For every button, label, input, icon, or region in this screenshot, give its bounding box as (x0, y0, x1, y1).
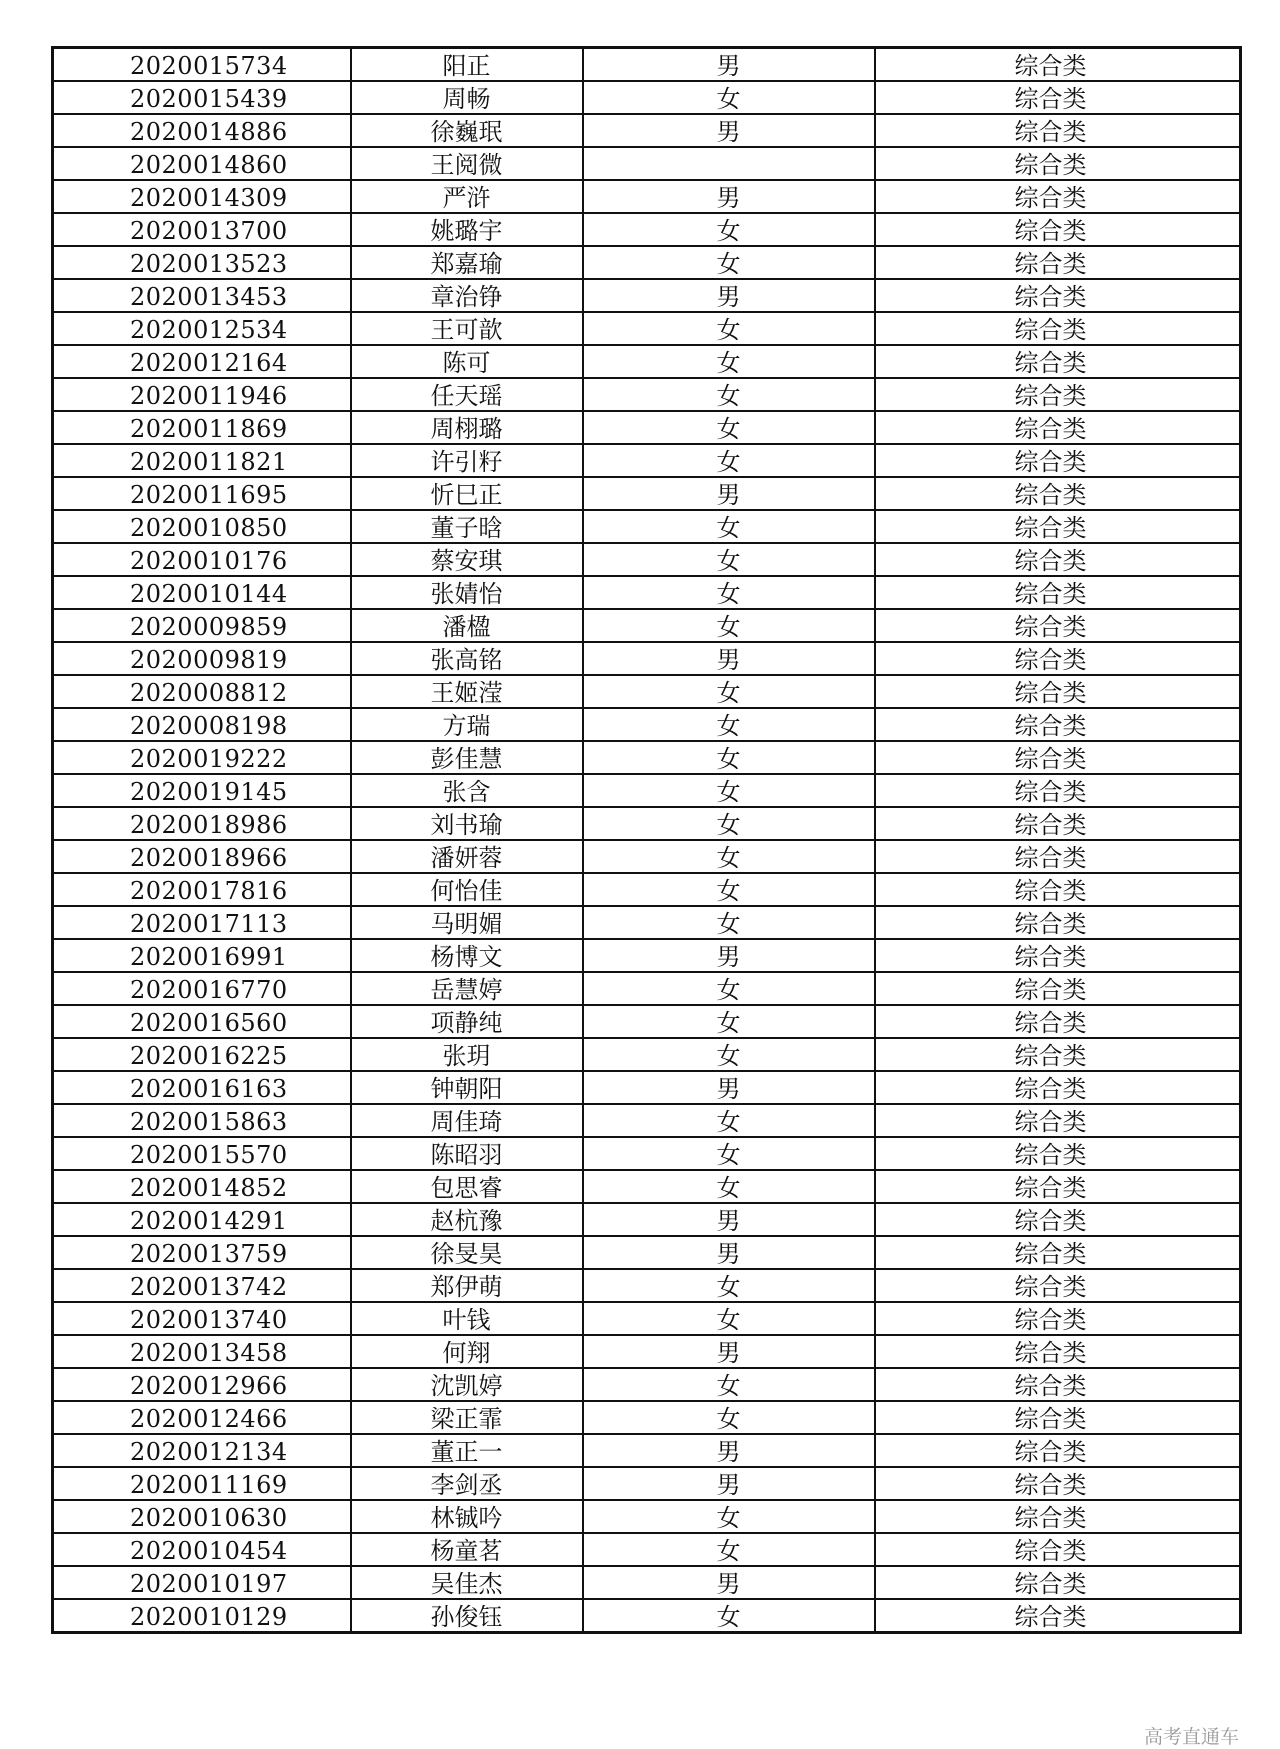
student-name-cell: 孙俊钰 (351, 1599, 583, 1633)
table-row (53, 939, 1241, 972)
category-cell: 综合类 (875, 1401, 1241, 1434)
table-row (53, 543, 1241, 576)
table-row (53, 1566, 1241, 1599)
table-row (53, 1368, 1241, 1401)
student-id-cell: 2020016225 (53, 1038, 351, 1071)
table-row (53, 213, 1241, 246)
gender-cell: 女 (583, 1401, 875, 1434)
student-id-cell: 2020012466 (53, 1401, 351, 1434)
category-cell: 综合类 (875, 873, 1241, 906)
table-row (53, 972, 1241, 1005)
student-id-cell: 2020016163 (53, 1071, 351, 1104)
gender-cell: 女 (583, 1533, 875, 1566)
category-cell: 综合类 (875, 576, 1241, 609)
category-cell: 综合类 (875, 972, 1241, 1005)
gender-cell: 女 (583, 213, 875, 246)
table-row (53, 1203, 1241, 1236)
student-id-cell: 2020019222 (53, 741, 351, 774)
student-name-cell: 杨博文 (351, 939, 583, 972)
student-name-cell: 刘书瑜 (351, 807, 583, 840)
gender-cell: 女 (583, 510, 875, 543)
student-name-cell: 董正一 (351, 1434, 583, 1467)
table-row (53, 312, 1241, 345)
table-row (53, 708, 1241, 741)
category-cell: 综合类 (875, 1170, 1241, 1203)
student-id-cell: 2020015734 (53, 48, 351, 82)
student-name-cell: 王阅微 (351, 147, 583, 180)
student-name-cell: 徐巍珉 (351, 114, 583, 147)
student-id-cell: 2020015570 (53, 1137, 351, 1170)
student-name-cell: 陈可 (351, 345, 583, 378)
gender-cell: 男 (583, 279, 875, 312)
student-name-cell: 吴佳杰 (351, 1566, 583, 1599)
table-row (53, 1302, 1241, 1335)
student-name-cell: 董子晗 (351, 510, 583, 543)
student-id-cell: 2020012164 (53, 345, 351, 378)
student-id-cell: 2020017113 (53, 906, 351, 939)
student-id-cell: 2020010197 (53, 1566, 351, 1599)
student-name-cell: 许引籽 (351, 444, 583, 477)
category-cell: 综合类 (875, 1005, 1241, 1038)
category-cell: 综合类 (875, 279, 1241, 312)
gender-cell: 女 (583, 1599, 875, 1633)
table-row (53, 1104, 1241, 1137)
category-cell: 综合类 (875, 1566, 1241, 1599)
student-id-cell: 2020009859 (53, 609, 351, 642)
student-name-cell: 彭佳慧 (351, 741, 583, 774)
category-cell: 综合类 (875, 114, 1241, 147)
category-cell: 综合类 (875, 1137, 1241, 1170)
student-name-cell: 郑伊萌 (351, 1269, 583, 1302)
table-row (53, 444, 1241, 477)
student-id-cell: 2020013523 (53, 246, 351, 279)
student-name-cell: 王可歆 (351, 312, 583, 345)
student-name-cell: 林铖吟 (351, 1500, 583, 1533)
student-name-cell: 潘妍蓉 (351, 840, 583, 873)
gender-cell: 女 (583, 1170, 875, 1203)
student-id-cell: 2020016991 (53, 939, 351, 972)
gender-cell: 女 (583, 807, 875, 840)
student-id-cell: 2020012966 (53, 1368, 351, 1401)
category-cell: 综合类 (875, 477, 1241, 510)
category-cell: 综合类 (875, 609, 1241, 642)
table-row (53, 906, 1241, 939)
table-row (53, 147, 1241, 180)
gender-cell: 女 (583, 1104, 875, 1137)
student-id-cell: 2020013458 (53, 1335, 351, 1368)
student-id-cell: 2020013759 (53, 1236, 351, 1269)
gender-cell: 女 (583, 906, 875, 939)
gender-cell: 男 (583, 1467, 875, 1500)
gender-cell: 女 (583, 774, 875, 807)
table-row (53, 510, 1241, 543)
category-cell: 综合类 (875, 1335, 1241, 1368)
student-name-cell: 潘楹 (351, 609, 583, 642)
student-name-cell: 包思睿 (351, 1170, 583, 1203)
student-list-table (51, 46, 1242, 1634)
gender-cell: 女 (583, 1302, 875, 1335)
category-cell: 综合类 (875, 213, 1241, 246)
table-row (53, 741, 1241, 774)
student-name-cell: 钟朝阳 (351, 1071, 583, 1104)
student-id-cell: 2020018986 (53, 807, 351, 840)
category-cell: 综合类 (875, 543, 1241, 576)
category-cell: 综合类 (875, 312, 1241, 345)
table-row (53, 246, 1241, 279)
gender-cell: 男 (583, 1236, 875, 1269)
student-id-cell: 2020015863 (53, 1104, 351, 1137)
student-name-cell: 周畅 (351, 81, 583, 114)
student-id-cell: 2020011695 (53, 477, 351, 510)
gender-cell: 男 (583, 1566, 875, 1599)
student-name-cell: 王姬滢 (351, 675, 583, 708)
category-cell: 综合类 (875, 1533, 1241, 1566)
gender-cell: 女 (583, 576, 875, 609)
category-cell: 综合类 (875, 411, 1241, 444)
student-name-cell: 蔡安琪 (351, 543, 583, 576)
table-row (53, 180, 1241, 213)
category-cell: 综合类 (875, 510, 1241, 543)
gender-cell: 女 (583, 378, 875, 411)
gender-cell: 女 (583, 1038, 875, 1071)
table-row (53, 1500, 1241, 1533)
gender-cell: 女 (583, 1137, 875, 1170)
category-cell: 综合类 (875, 807, 1241, 840)
student-id-cell: 2020011946 (53, 378, 351, 411)
student-id-cell: 2020019145 (53, 774, 351, 807)
student-id-cell: 2020011169 (53, 1467, 351, 1500)
category-cell: 综合类 (875, 1599, 1241, 1633)
gender-cell: 女 (583, 1368, 875, 1401)
student-name-cell: 何怡佳 (351, 873, 583, 906)
gender-cell: 女 (583, 1005, 875, 1038)
student-name-cell: 任天瑶 (351, 378, 583, 411)
student-id-cell: 2020008812 (53, 675, 351, 708)
gender-cell: 女 (583, 543, 875, 576)
gender-cell: 女 (583, 81, 875, 114)
student-name-cell: 沈凯婷 (351, 1368, 583, 1401)
student-name-cell: 何翔 (351, 1335, 583, 1368)
student-id-cell: 2020018966 (53, 840, 351, 873)
student-name-cell: 马明媚 (351, 906, 583, 939)
student-id-cell: 2020008198 (53, 708, 351, 741)
student-id-cell: 2020014309 (53, 180, 351, 213)
gender-cell: 男 (583, 1071, 875, 1104)
category-cell: 综合类 (875, 444, 1241, 477)
gender-cell: 女 (583, 675, 875, 708)
table-row (53, 411, 1241, 444)
category-cell: 综合类 (875, 1500, 1241, 1533)
student-name-cell: 章治铮 (351, 279, 583, 312)
category-cell: 综合类 (875, 642, 1241, 675)
student-id-cell: 2020010144 (53, 576, 351, 609)
student-id-cell: 2020010454 (53, 1533, 351, 1566)
category-cell: 综合类 (875, 1434, 1241, 1467)
gender-cell: 女 (583, 609, 875, 642)
category-cell: 综合类 (875, 906, 1241, 939)
category-cell: 综合类 (875, 1203, 1241, 1236)
gender-cell (583, 147, 875, 180)
student-id-cell: 2020015439 (53, 81, 351, 114)
table-row (53, 1071, 1241, 1104)
table-row (53, 1401, 1241, 1434)
student-name-cell: 杨童茗 (351, 1533, 583, 1566)
student-name-cell: 张玥 (351, 1038, 583, 1071)
student-id-cell: 2020013453 (53, 279, 351, 312)
student-id-cell: 2020017816 (53, 873, 351, 906)
student-name-cell: 张含 (351, 774, 583, 807)
student-id-cell: 2020009819 (53, 642, 351, 675)
gender-cell: 女 (583, 312, 875, 345)
gender-cell: 女 (583, 345, 875, 378)
table-row (53, 1335, 1241, 1368)
table-row (53, 675, 1241, 708)
student-name-cell: 严浒 (351, 180, 583, 213)
student-id-cell: 2020010176 (53, 543, 351, 576)
student-name-cell: 周佳琦 (351, 1104, 583, 1137)
table-row (53, 1599, 1241, 1633)
category-cell: 综合类 (875, 246, 1241, 279)
gender-cell: 女 (583, 708, 875, 741)
category-cell: 综合类 (875, 774, 1241, 807)
table-row (53, 1434, 1241, 1467)
gender-cell: 女 (583, 1269, 875, 1302)
table-row (53, 1137, 1241, 1170)
category-cell: 综合类 (875, 1467, 1241, 1500)
table-row (53, 642, 1241, 675)
gender-cell: 男 (583, 642, 875, 675)
category-cell: 综合类 (875, 1038, 1241, 1071)
category-cell: 综合类 (875, 675, 1241, 708)
watermark-text: 高考直通车 (1144, 1726, 1240, 1748)
gender-cell: 男 (583, 1335, 875, 1368)
category-cell: 综合类 (875, 1302, 1241, 1335)
table-row (53, 576, 1241, 609)
table-row (53, 378, 1241, 411)
category-cell: 综合类 (875, 81, 1241, 114)
student-id-cell: 2020013742 (53, 1269, 351, 1302)
category-cell: 综合类 (875, 48, 1241, 82)
category-cell: 综合类 (875, 840, 1241, 873)
table-row (53, 1005, 1241, 1038)
table-row (53, 840, 1241, 873)
student-name-cell: 徐旻昊 (351, 1236, 583, 1269)
gender-cell: 男 (583, 477, 875, 510)
table-body (53, 48, 1241, 1633)
category-cell: 综合类 (875, 1269, 1241, 1302)
category-cell: 综合类 (875, 1236, 1241, 1269)
table-row (53, 477, 1241, 510)
category-cell: 综合类 (875, 378, 1241, 411)
student-name-cell: 叶钱 (351, 1302, 583, 1335)
student-id-cell: 2020014886 (53, 114, 351, 147)
table-row (53, 774, 1241, 807)
student-id-cell: 2020014291 (53, 1203, 351, 1236)
gender-cell: 女 (583, 1500, 875, 1533)
student-name-cell: 张婧怡 (351, 576, 583, 609)
gender-cell: 男 (583, 48, 875, 82)
table-row (53, 114, 1241, 147)
student-name-cell: 赵杭豫 (351, 1203, 583, 1236)
student-name-cell: 方瑞 (351, 708, 583, 741)
gender-cell: 男 (583, 939, 875, 972)
gender-cell: 女 (583, 741, 875, 774)
table-row (53, 345, 1241, 378)
student-id-cell: 2020016560 (53, 1005, 351, 1038)
gender-cell: 男 (583, 1203, 875, 1236)
category-cell: 综合类 (875, 1368, 1241, 1401)
student-name-cell: 李剑丞 (351, 1467, 583, 1500)
student-name-cell: 郑嘉瑜 (351, 246, 583, 279)
student-id-cell: 2020012534 (53, 312, 351, 345)
table-row (53, 1533, 1241, 1566)
student-name-cell: 阳正 (351, 48, 583, 82)
student-name-cell: 忻巳正 (351, 477, 583, 510)
category-cell: 综合类 (875, 147, 1241, 180)
student-id-cell: 2020010129 (53, 1599, 351, 1633)
category-cell: 综合类 (875, 708, 1241, 741)
category-cell: 综合类 (875, 1104, 1241, 1137)
student-name-cell: 项静纯 (351, 1005, 583, 1038)
gender-cell: 女 (583, 411, 875, 444)
student-id-cell: 2020016770 (53, 972, 351, 1005)
category-cell: 综合类 (875, 939, 1241, 972)
table-row (53, 48, 1241, 82)
category-cell: 综合类 (875, 345, 1241, 378)
gender-cell: 女 (583, 873, 875, 906)
gender-cell: 女 (583, 444, 875, 477)
student-name-cell: 岳慧婷 (351, 972, 583, 1005)
table-row (53, 1467, 1241, 1500)
category-cell: 综合类 (875, 180, 1241, 213)
gender-cell: 女 (583, 840, 875, 873)
student-name-cell: 姚璐宇 (351, 213, 583, 246)
student-id-cell: 2020014860 (53, 147, 351, 180)
table-row (53, 807, 1241, 840)
student-name-cell: 张高铭 (351, 642, 583, 675)
student-id-cell: 2020010630 (53, 1500, 351, 1533)
table-row (53, 1236, 1241, 1269)
student-id-cell: 2020012134 (53, 1434, 351, 1467)
table-row (53, 1269, 1241, 1302)
table-row (53, 279, 1241, 312)
table-row (53, 81, 1241, 114)
student-id-cell: 2020014852 (53, 1170, 351, 1203)
table-row (53, 609, 1241, 642)
category-cell: 综合类 (875, 1071, 1241, 1104)
gender-cell: 男 (583, 180, 875, 213)
student-name-cell: 梁正霏 (351, 1401, 583, 1434)
student-name-cell: 周栩璐 (351, 411, 583, 444)
table-row (53, 1170, 1241, 1203)
student-id-cell: 2020011869 (53, 411, 351, 444)
table-row (53, 1038, 1241, 1071)
student-id-cell: 2020013740 (53, 1302, 351, 1335)
student-id-cell: 2020011821 (53, 444, 351, 477)
student-id-cell: 2020013700 (53, 213, 351, 246)
student-id-cell: 2020010850 (53, 510, 351, 543)
student-name-cell: 陈昭羽 (351, 1137, 583, 1170)
gender-cell: 男 (583, 114, 875, 147)
gender-cell: 男 (583, 1434, 875, 1467)
gender-cell: 女 (583, 246, 875, 279)
category-cell: 综合类 (875, 741, 1241, 774)
gender-cell: 女 (583, 972, 875, 1005)
table-row (53, 873, 1241, 906)
